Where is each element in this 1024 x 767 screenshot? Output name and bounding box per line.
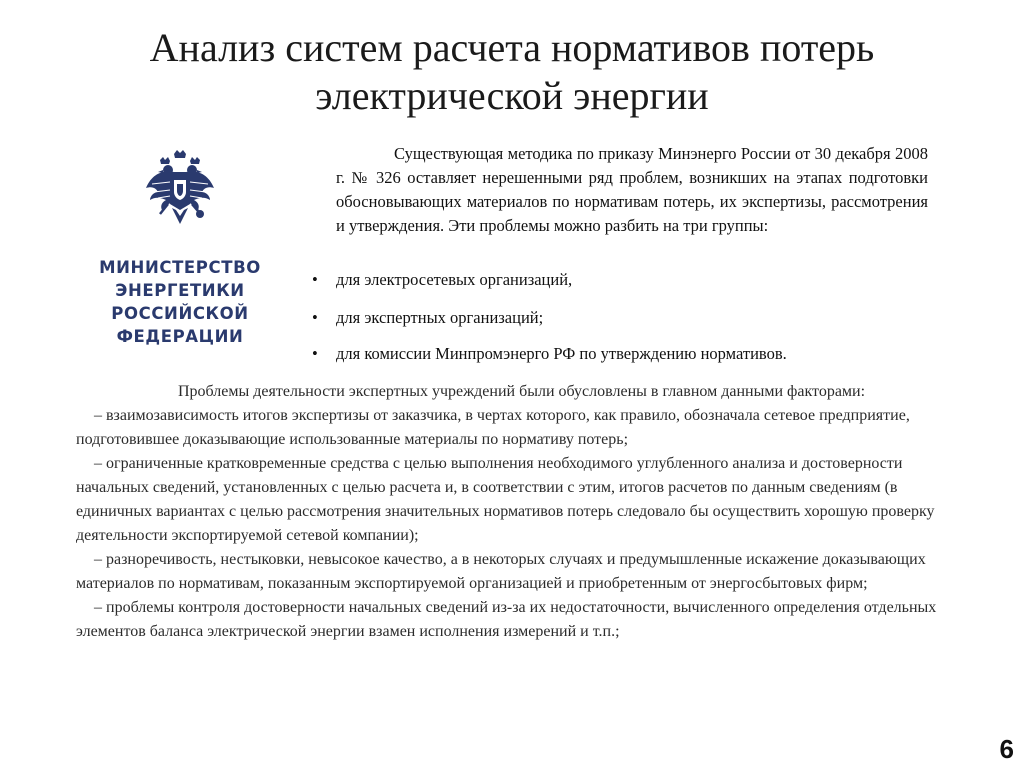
factors-lead-paragraph: Проблемы деятельности экспертных учреждений были обусловлены в главном данными факторами: [178,383,866,400]
page-number: 6 [999,734,1014,764]
bullet-icon: • [312,270,318,289]
factors-section [76,380,940,644]
factor-item: – разноречивость, нестыковки, невысокое качество, а в некоторых случаях и предумышленные искажение доказывающих материалов по нормативам, показанным экспортируемой организацией и приобретенным от энергосбытовых фирм; [76,551,926,592]
list-item [312,306,543,330]
slide-title [40,24,984,120]
list-item [312,268,572,292]
ministry-name-line: МИНИСТЕРСТВО [99,258,261,277]
list-item-text: для электросетевых организаций, [336,270,573,289]
slide-title-line-1: Анализ систем расчета нормативов потерь [149,25,875,70]
bullet-icon: • [312,308,318,327]
list-item-text: для комиссии Минпромэнерго РФ по утверждению нормативов. [336,344,787,363]
ministry-logo [92,148,268,360]
ministry-name [92,256,268,348]
factor-item: – ограниченные кратковременные средства с целью выполнения необходимого углубленного анализа и достоверности начальных сведений, установленных с целью расчета и, в соответствии с этим, итогов расчетов по данным сведениям (в единичных вариантах с целью рассмотрения значительных нормативов потерь следовало бы осуществить хорошую проверку деятельности экспортируемой сетевой компании); [76,455,935,544]
ministry-name-line: ФЕДЕРАЦИИ [116,327,244,346]
slide-title-line-2: электрической энергии [315,73,709,118]
ministry-name-line: ЭНЕРГЕТИКИ [115,281,245,300]
ministry-name-line: РОССИЙСКОЙ [111,304,249,323]
list-item [312,342,787,366]
factor-item: – взаимозависимость итогов экспертизы от заказчика, в чертах которого, как правило, обозначала сетевое предприятие, подготовившее доказывающие использованные материалы по нормативу потерь; [76,407,910,448]
coat-of-arms-icon [144,148,216,232]
factor-item: – проблемы контроля достоверности начальных сведений из-за их недостаточности, вычисленного определения отдельных элементов баланса электрической энергии взамен исполнения измерений и т.п.; [76,599,937,640]
intro-paragraph: Существующая методика по приказу Минэнерго России от 30 декабря 2008 г. № 326 оставляет нерешенными ряд проблем, возникших на этапах подготовки обосновывающих материалов по нормативам потерь, их экспертизы, рассмотрения и утверждения. Эти проблемы можно разбить на три группы: [336,144,928,235]
list-item-text: для экспертных организаций; [336,308,544,327]
bullet-icon: • [312,344,318,363]
